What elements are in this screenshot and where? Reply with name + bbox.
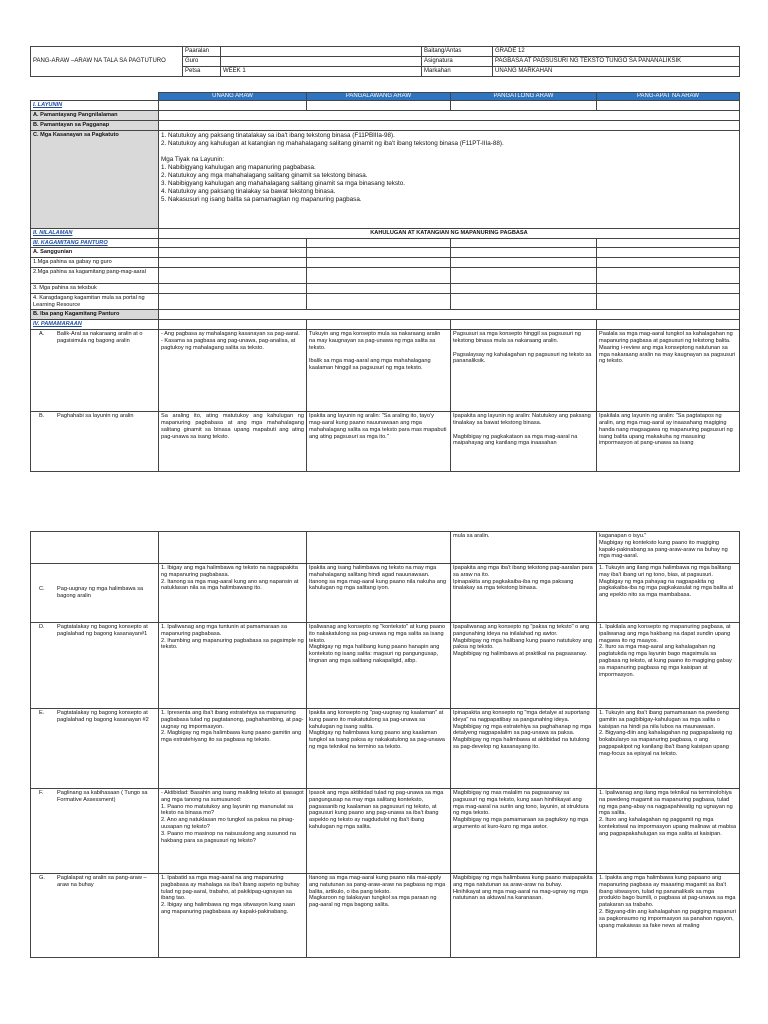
section-pamamaraan: IV. PAMAMARAAN [31, 320, 159, 330]
step-a-day-1: - Ang pagbasa ay mahalagang kasanayan sa pag-aaral. - Kasama sa pagbasa ang pag-unawa, pag-analisa, at pagtukoy ng mahalagang salita sa teksto. [159, 330, 307, 412]
continuation-day-4: kaganapan o isyu." Magbigay ng konteksto kung paano ito magiging kapaki-pakinabang sa pang-araw-araw na buhay ng mga mag-aaral. [597, 532, 740, 564]
step-b-day-3: Ipapakita ang layunin ng aralin: Natutukoy ang paksang tinalakay sa bawat tekstong binasa. Magbibigay ng pagkakataon sa mga mag-aaral na maipahayag ang kanilang mga inaasahan [451, 412, 597, 472]
step-c-day-2: Ipakita ang isang halimbawa ng teksto na may mga mahahalagang salitang hindi agad nauunawaan. Itanong sa mga mag-aaral kung paano nila nakuha ang kahulugan ng mga salitang iyon. [307, 564, 451, 623]
day-header-1: UNANG ARAW [159, 93, 307, 101]
day-header-4: PANG-APAT NA ARAW [597, 93, 740, 101]
step-c-day-4: 1. Tukuyin ang ilang mga halimbawa ng mga balitang may iba't ibang uri ng tono, bias, at pagsusuri. Magbigay ng mga pahayag na nagpapakita ng pagkakaiba-iba ng mga pagkakasulat ng mga balita at ang epekto nito sa mga mambabasa. [597, 564, 740, 623]
kasanayan-text: 1. Natutukoy ang paksang tinatalakay sa iba't ibang tekstong binasa (F11PBIIIa-98). 2. Natutukoy ang kahulugan at katangian ng mahahalagang salitang ginamit ng iba't ibang tekstong binasa (F11PT-IIIa-88). Mga Tiyak na Layunin: 1. Nabibigyang kahulugan ang mapanuring pagbabasa. 2. Natutukoy ang mga mahahalagang salitang ginamit sa tekstong binasa. 3. Nabibigyang kahulugan ang mahahalagang salitang ginamit sa mga binasang teksto. 4. Natutukoy ang paksang tinalakay sa bawat tekstong binasa. 5. Nakasusuri ng isang balita sa pamamagitan ng mapanuring pagbasa. [159, 130, 740, 228]
step-c-day-1: 1. Ibigay ang mga halimbawa ng teksto na nagpapakita ng mapanuring pagbabasa. 2. Itanong sa mga mag-aaral kung ano ang napansin at natuklasan nila sa mga halimbawang ito. [159, 564, 307, 623]
header-table [30, 46, 740, 77]
step-row-c [31, 564, 740, 623]
step-label: Paglalapat ng aralin sa pang-araw –araw na buhay [57, 875, 147, 888]
step-g-day-4: 1. Ipakita ang mga halimbawa kung papaano ang mapanuring pagbasa ay maaaring magamit sa iba't ibang sitwasyon, tulad ng pananaliksik sa mga produkto bago bumili, o pagbasa at pag-unawa sa mga patakaran sa trabaho. 2. Bigyang-diin ang kahalagahan ng pagiging mapanuri sa pagkonsumo ng impormasyon sa panahon ngayon, upang makaiwas sa fake news at maling [597, 874, 740, 958]
day-header-2: PANGALAWANG ARAW [307, 93, 451, 101]
continuation-day-1 [159, 532, 307, 564]
petsa-label: Petsa [183, 67, 221, 77]
row-karagdagang: 4. Karagdagang kagamitan mula sa portal ng Learning Resource [31, 293, 159, 310]
asignatura-label: Asignatura [422, 57, 493, 67]
step-e-day-4: 1. Tukuyin ang iba't ibang pamamaraan na pwedeng gamitin sa pagbibigay-kahulugan sa mga salita o kaisipan na hindi pa nila lubos na maunawaan. 2. Bigyang-diin ang kahalagahan ng pagpapalawig ng bokabularyo sa mapanuring pagbasa, o ang pagpapakipot ng kanilang iba't ibang kaisipan upang mag-focus sa episyal na teksto. [597, 709, 740, 789]
step-row-d [31, 623, 740, 709]
markahan-label: Markahan [422, 67, 493, 77]
step-f-day-4: 1. Ipaliwanag ang ilang mga teknikal na terminolohiya na pwedeng magamit sa mapanuring pagbasa, tulad ng mga pang-abay na nagpapahiwatig ng ugnayan ng mga salita. 2. Ituro ang kahalagahan ng paggamit ng mga kontekstwal na impormasyon upang malinaw at mabisa ang pagpapakahulugan sa mga salita at kaisipan. [597, 789, 740, 874]
continuation-day-2 [307, 532, 451, 564]
step-letter: B. [39, 413, 45, 420]
row-sanggunian: A. Sanggunian [31, 248, 159, 258]
section-layunin: I. LAYUNIN [31, 101, 159, 111]
step-letter: E. [39, 710, 45, 716]
continuation-day-3: mula sa aralin. [451, 532, 597, 564]
asignatura-value: PAGBASA AT PAGSUSURI NG TEKSTO TUNGO SA PANANALIKSIK [493, 57, 740, 67]
step-g-day-1: 1. Ipabatid sa mga mag-aaral na ang mapanuring pagbabasa ay mahalaga sa iba't ibang aspeto ng buhay tulad ng pag-aaral, trabaho, at pakikipag-ugnayan sa ibang tao. 2. Ibigay ang halimbawa ng mga sitwasyon kung saan ang mapanuring pagbabasa ay kapaki-pakinabang. [159, 874, 307, 958]
step-label: Pagtatalakay ng bagong konsepto at paglalahad ng bagong kasanayan#1 [57, 624, 148, 637]
row-pagganap: B. Pamantayan sa Pagganap [31, 120, 159, 130]
markahan-value: UNANG MARKAHAN [493, 67, 740, 77]
step-e-day-3: Ipinapakita ang konsepto ng "mga detalye at suportang ideya" na nagpapatibay sa pangunahing ideya. Magbibigay ng mga estratehiya sa paghahanap ng mga detalyeng nagpapalalim sa pag-unawa sa paksa. Magbibigay ng mga halimbawa at aktibidad na tutulong sa pag-develop ng kasanayang ito. [451, 709, 597, 789]
step-row-f [31, 789, 740, 874]
step-letter: A. [39, 331, 45, 338]
day-header-3: PANGATLONG ARAW [451, 93, 597, 101]
guro-value [221, 57, 422, 67]
row-iba-pang: B. Iba pang Kagamitang Panturo [31, 310, 159, 320]
row-kagamitang-mag-aaral: 2.Mga pahina sa kagamitang pang-mag-aaral [31, 268, 159, 284]
step-e-day-2: Ipakita ang konsepto ng "pag-uugnay ng kaalaman" at kung paano ito makatutulong sa pag-unawa sa kahulugan ng isang salita. Magbigay ng halimbawa kung paano ang kaalaman tungkol sa isang paksa ay nakakatulong sa pag-unawa ng mga teknikal na termino sa teksto. [307, 709, 451, 789]
step-row-g [31, 874, 740, 958]
step-d-day-2: Ipaliwanag ang konsepto ng "konteksto" at kung paano ito nakakatulong sa pag-unawa ng mga salita sa isang teksto. Magbigay ng mga halibang kung paano hanapin ang konteksto ng isang salita: magsuri ng pangungusap, tingnan ang mga salitang nakapaligid, atbp. [307, 623, 451, 709]
continuation-row [31, 532, 740, 564]
step-d-day-1: 1. Ipaliwanag ang mga tuntunin at pamamaraan sa mapanuring pagbabasa. 2. Ihambing ang mapanuring pagbabasa sa pagsimple ng teksto. [159, 623, 307, 709]
lesson-plan-table-page-1 [30, 92, 740, 472]
lesson-plan-table-page-2 [30, 531, 740, 958]
step-d-day-3: Ipapaliwanag ang konsepto ng "paksa ng teksto" o ang pangunahing ideya na inilalahad ng awtor. Magbibigay ng mga halibang kung paano natutukoy ang paksa ng teksto. Magbibigay ng halimbawa at praktikal na pagsasanay. [451, 623, 597, 709]
step-b-day-1: Sa araling ito, ating matutukoy ang kahulugan ng mapanuring pagbabasa at ang mga mahahalagang salitang ginamit sa binasa upang mapabuti ang ating pag-unawa sa isang teksto. [159, 412, 307, 472]
nilalaman-value: KAHULUGAN AT KATANGIAN NG MAPANURING PAGBASA [159, 228, 740, 238]
step-label: Paglinang sa kabihasaan ( Tungo sa Formative Assessment) [57, 790, 148, 803]
section-nilalaman: II. NILALAMAN [31, 228, 159, 238]
step-a-day-3: Pagsusuri sa mga konsepto hinggil sa pagsusuri ng tekstong binasa mula sa nakaraang aralin. Pagsalaysay ng kahalagahan ng pagsusuri ng teksto sa pananaliksik. [451, 330, 597, 412]
step-f-day-2: Ipasok ang mga aktibidad tulad ng pag-unawa sa mga pangungusap na may mga salitang konteksto, pagsasanib ng kaalaman sa pagsusuri ng teksto, at pagsusuri kung paano ang pag-unawa sa iba't ibang aspekto ng teksto ay nagdudulot ng iba't ibang kahulugan ng mga salita. [307, 789, 451, 874]
step-label: Paghahabi sa layunin ng aralin [57, 413, 134, 420]
step-label: Balik-Aral sa nakaraang aralin at o pagsisimula ng bagong aralin [57, 331, 143, 344]
step-a-day-4: Paalala sa mga mag-aaral tungkol sa kahalagahan ng mapanuring pagbasa at pagsusuri ng tekstong balita. Maaring i-review ang mga konseptong natutunan sa mga nakaraang aralin na may kaugnayan sa pagsusuri ng teksto. [597, 330, 740, 412]
row-teksbuk: 3. Mga pahina sa teksbuk [31, 284, 159, 294]
section-kagamitan: III. KAGAMITANG PANTURO [31, 238, 159, 248]
document-title: PANG-ARAW –ARAW NA TALA SA PAGTUTURO [31, 47, 183, 77]
step-c-day-3: Ipapakita ang mga iba't ibang tekstong pag-aaralan para sa araw na ito. Ipinapakita ang pagkakaiba-iba ng mga paksang tinalakay sa mga tekstong binasa. [451, 564, 597, 623]
step-label: Pagtatalakay ng bagong konsepto at paglalahad ng bagong kasanayan #2 [57, 710, 149, 723]
row-kasanayan: C. Mga Kasanayan sa Pagkatuto [31, 130, 159, 228]
step-g-day-2: Itanong sa mga mag-aaral kung paano nila mai-apply ang natutunan sa pang-araw-araw na pagbasa ng mga balita, artikulo, o iba pang teksto. Magkaroon ng talakayan tungkol sa mga paraan ng pag-aaral ng mga bagong salita. [307, 874, 451, 958]
paaralan-value [221, 47, 422, 57]
step-f-day-1: - Aktibidad: Basahin ang isang maikling teksto at ipasagot ang mga tanong na sumusunod: 1. Paano mo matutukoy ang layunin ng manunulat sa teksto na binasa mo? 2. Ano ang natuklasan mo tungkol sa paksa na pinag-uusapan ng teksto? 3. Paano mo masinop na naisusulong ang susunod na hakbang para sa pagsusuri ng teksto? [159, 789, 307, 874]
row-pangnilalaman: A. Pamantayang Pangnilalaman [31, 111, 159, 121]
guro-label: Guro [183, 57, 221, 67]
step-letter: C. [39, 586, 45, 593]
petsa-value: WEEK 1 [221, 67, 422, 77]
step-a-day-2: Tukuyin ang mga konsepto mula sa nakaraang aralin na may kaugnayan sa pag-unawa ng mga salita sa teksto. Ibalik sa mga mag-aaral ang mga mahahalagang kaalaman hinggil sa pagsusuri ng mga teksto. [307, 330, 451, 412]
step-g-day-3: Magbibigay ng mga halimbawa kung paano maipapakita ang mga natutunan sa araw-araw na buhay. Hinihikayat ang mga mag-aaral na mag-ugnay ng mga natutunan sa aktuwal na karanasan. [451, 874, 597, 958]
step-row-e [31, 709, 740, 789]
step-b-day-2: Ipakita ang layunin ng aralin: "Sa araling ito, tayo'y mag-aaral kung paano nauunawaan ang mga mahahalagang salita sa mga teksto para mas mapabuti ang ating pagsusuri sa mga ito." [307, 412, 451, 472]
step-letter: F. [39, 790, 44, 796]
row-gabay: 1.Mga pahina sa gabay ng guro [31, 258, 159, 268]
step-b-day-4: Ipakilala ang layunin ng aralin: "Sa pagtatapos ng aralin, ang mga mag-aaral ay inaasahang magiging handa nang magsagawa ng mapanuring pagsusuri ng isang balita upang makakuha ng masusing impormasyon at pang-unawa sa isang [597, 412, 740, 472]
step-label: Pag-uugnay ng mga halimbawa sa bagong aralin [57, 586, 144, 599]
step-d-day-4: 1. Ipakilala ang konsepto ng mapanuring pagbasa, at ipaliwanag ang mga hakbang na dapat sundin upang magawa ito ng maayos. 2. Ituro sa mga mag-aaral ang kahalagahan ng pagtatukda ng mga layunin bago magsimula sa pagbasa ng teksto, at kung paano ito magiging gabay sa mapanuring pagbasa ng mga kaisipan at impormasyon. [597, 623, 740, 709]
paaralan-label: Paaralan [183, 47, 221, 57]
baitang-label: Baitang/Antas [422, 47, 493, 57]
step-letter: G. [39, 875, 45, 881]
step-row-a [31, 330, 740, 412]
step-letter: D. [39, 624, 45, 630]
baitang-value: GRADE 12 [493, 47, 740, 57]
step-row-b [31, 412, 740, 472]
step-f-day-3: Magbibigay ng mas malalim na pagsasanay sa pagsusuri ng mga teksto, kung saan hinihikayat ang mga mag-aaral na suriin ang tono, layunin, at struktura ng mga teksto. Magbibigay ng mga pamamaraan sa pagtukoy ng mga argumento at kuro-kuro ng mga awtor. [451, 789, 597, 874]
step-e-day-1: 1. Ipresenta ang iba't ibang estratehiya sa mapanuring pagbabasa tulad ng pagtatanong, paghahambing, at pag-uugnay ng impormasyon. 2. Magbigay ng mga halimbawa kung paano gamitin ang mga estratehiyang ito sa pagbasa ng teksto. [159, 709, 307, 789]
